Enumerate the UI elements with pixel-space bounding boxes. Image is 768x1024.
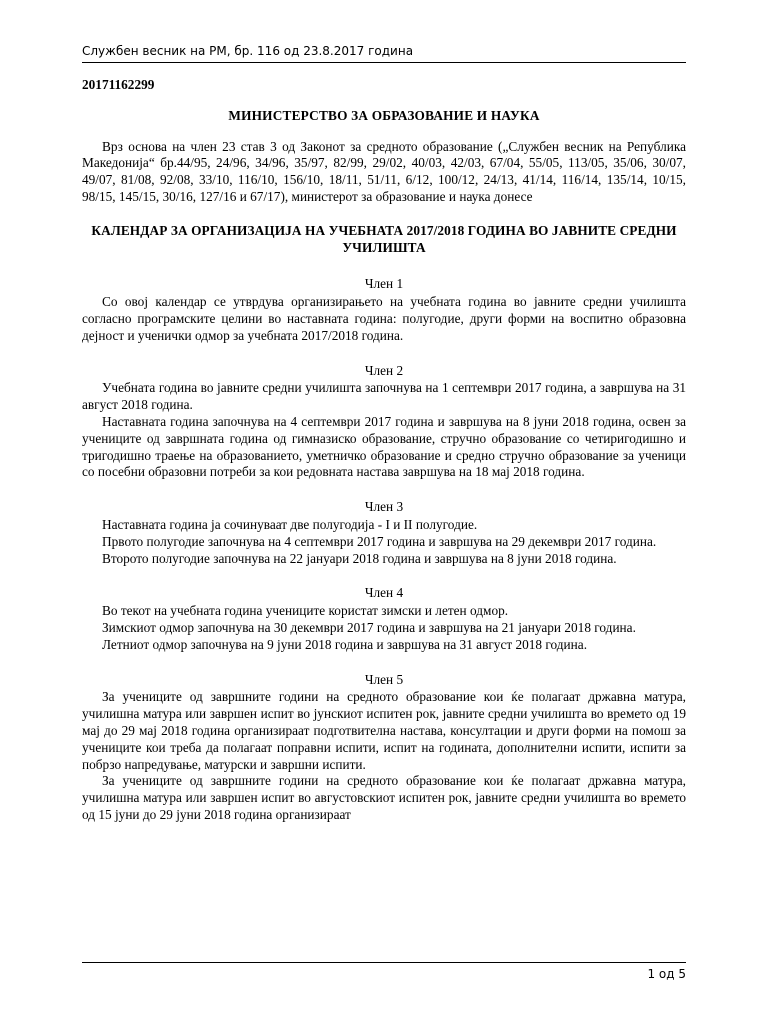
intro-paragraph: Врз основа на член 23 став 3 од Законот за средното образование („Службен весник на Република Македонија“ бр.44/95, 24/96, 34/96, 35/97, 82/99, 29/02, 40/03, 42/03, 67/04, 55/05, 113/05, 35/06, 30/07, 49/07, 81/08, 92/08, 33/10, 116/10, 156/10, 18/11, 51/11, 6/12, 100/12, 24/13, 41/14, 116/14, 135/14, 10/15, 98/15, 145/15, 30/16, 127/16 и 67/17), министерот за образование и наука донесе <box>82 138 686 204</box>
ministry-heading: МИНИСТЕРСТВО ЗА ОБРАЗОВАНИЕ И НАУКА <box>228 107 540 123</box>
article-paragraph: Во текот на учебната година учениците користат зимски и летен одмор. <box>102 603 509 619</box>
article-3 <box>82 499 686 567</box>
article-paragraph: Првото полугодие започнува на 4 септември 2017 година и завршува на 29 декември 2017 година. <box>102 533 657 549</box>
article-paragraph: Летниот одмор започнува на 9 јуни 2018 година и завршува на 31 август 2018 година. <box>102 636 588 652</box>
article-paragraph: Наставната година започнува на 4 септември 2017 година и завршува на 8 јуни 2018 година, освен за учениците од завршната година од гимназиско образование, стручно образование со четиригодишно и тригодишно траење на образованието, уметничко образование и средно стручно образование за ученици со посебни образовни потреби за кои редовната настава завршува на 18 мај 2018 година. <box>82 413 686 480</box>
article-2 <box>82 363 686 482</box>
article-paragraph: За учениците од завршните години на средното образование кои ќе полагаат државна матура, училишна матура или завршен испит во августовскиот испитен рок, јавните средни училишта во времето од 15 јуни до 29 јуни 2018 година организираат <box>82 773 686 822</box>
article-paragraph: Наставната година ја сочинуваат две полугодија - I и II полугодие. <box>102 516 478 532</box>
article-paragraph: Второто полугодие започнува на 22 јануари 2018 година и завршува на 8 јуни 2018 година. <box>102 550 617 566</box>
article-5 <box>82 672 686 824</box>
article-1 <box>82 276 686 344</box>
page-header: Службен весник на РМ, бр. 116 од 23.8.2017 година <box>82 43 686 63</box>
document-number: 20171162299 <box>82 77 155 92</box>
article-paragraph: Зимскиот одмор започнува на 30 декември 2017 година и завршува на 21 јануари 2018 година. <box>102 619 636 635</box>
article-4 <box>82 585 686 653</box>
article-paragraph: Учебната година во јавните средни училишта започнува на 1 септември 2017 година, а завршува на 31 август 2018 година. <box>82 380 686 413</box>
article-paragraph: Со овој календар се утврдува организирањето на учебната година во јавните средни училишта согласно програмските целини во наставната година: полугодие, други форми на воспитно образовна дејност и ученички одмор за учебната 2017/2018 година. <box>82 294 686 343</box>
article-title: Член 1 <box>364 276 404 292</box>
article-title: Член 4 <box>364 585 404 601</box>
article-title: Член 3 <box>364 499 404 515</box>
page-footer <box>82 962 686 982</box>
article-title: Член 2 <box>364 362 404 378</box>
article-paragraph: За учениците од завршните години на средното образование кои ќе полагаат државна матура, училишна матура или завршен испит во јунскиот испитен рок, јавните средни училишта во времето од 19 мај до 29 мај 2018 година организираат подготвителна настава, консултации и други форми на помош за учениците кои треба да полагаат поправни испити, испит на годината, дополнителни испити, испити за побрзо напредување, матурски и завршни испити. <box>82 689 686 772</box>
document-title: КАЛЕНДАР ЗА ОРГАНИЗАЦИЈА НА УЧЕБНАТА 2017/2018 ГОДИНА ВО ЈАВНИТЕ СРЕДНИ УЧИЛИШТА <box>91 222 677 255</box>
document-page <box>82 0 686 1024</box>
page-number: 1 од 5 <box>647 967 686 981</box>
document-body <box>82 77 686 842</box>
article-title: Член 5 <box>364 671 404 687</box>
